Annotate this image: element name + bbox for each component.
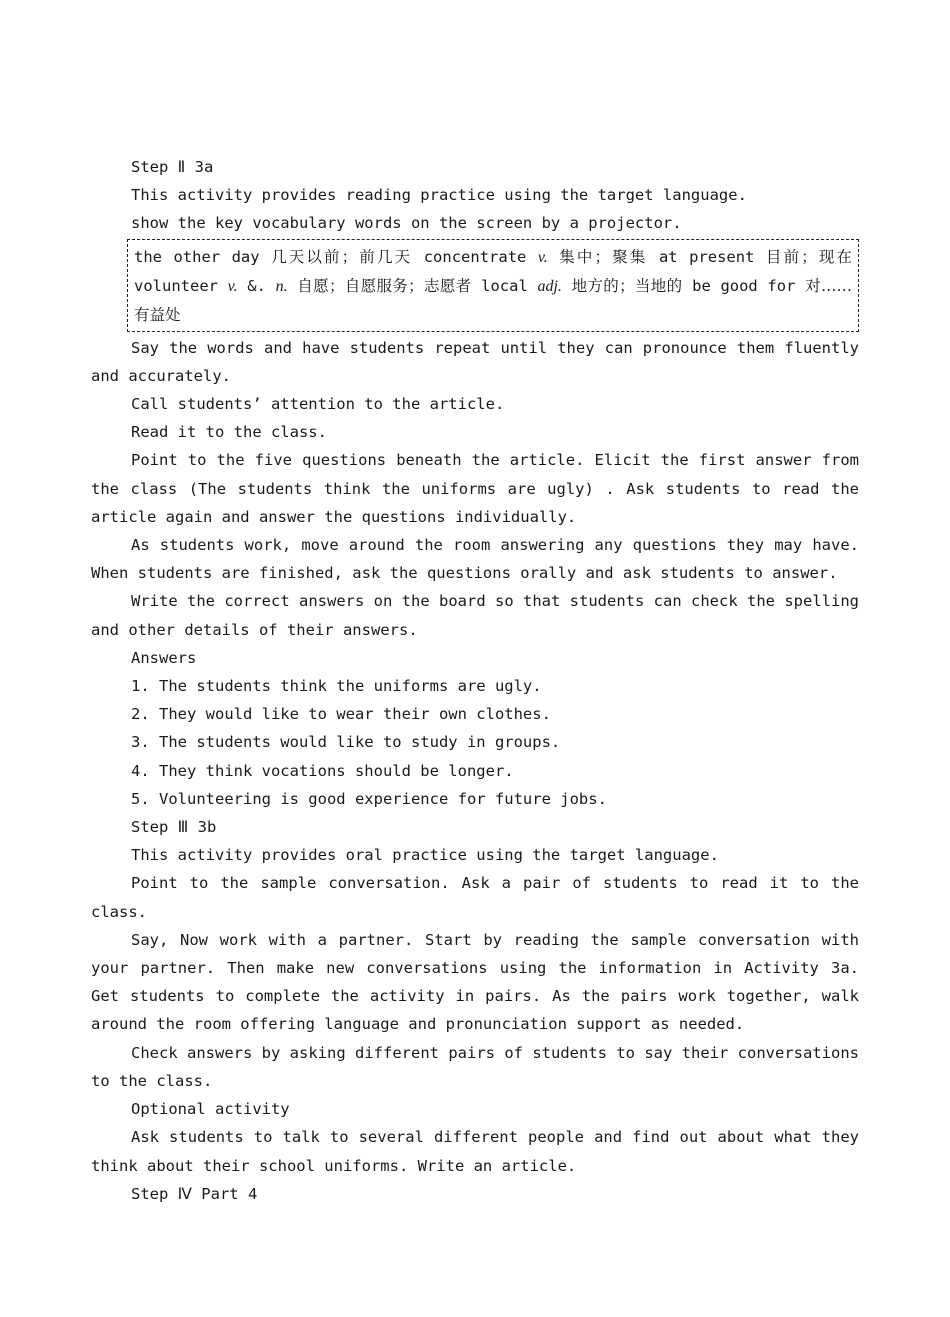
answer-item: 4. They think vocations should be longer. [131,761,514,780]
paragraph-check-answers: Check answers by asking different pairs of students to say their conversations to the class. [91,1043,859,1090]
paragraph-call-attention: Call students’ attention to the article. [131,395,505,414]
step3-intro: This activity provides oral practice using the target language. [131,846,719,865]
paragraph-point-sample: Point to the sample conversation. Ask a pair of students to read it to the class. [91,874,859,921]
vocab-word: concentrate [423,247,527,266]
vocab-pos: v. [537,248,548,266]
vocab-pos-separator: &. [247,276,266,295]
vocab-meaning: 几天以前；前几天 [271,247,413,266]
answer-item: 3. The students would like to study in groups. [131,733,561,752]
vocab-meaning: 地方的；当地的 [571,276,683,295]
paragraph-say-partner: Say, Now work with a partner. Start by reading the sample conversation with your partner. Then make new conversations using the information in Activity 3a. Get students to complete the activity in pairs. As the pairs work together, walk around the room offering language and pronunciation support as needed. [91,930,859,1034]
step2-intro: This activity provides reading practice using the target language. [131,186,747,205]
vocabulary-box [127,239,859,332]
vocab-pos: n. [275,277,288,295]
paragraph-point-questions: Point to the five questions beneath the article. Elicit the first answer from the class (The students think the uniforms are ugly) . Ask students to read the article again and answer the questions individually. [91,451,859,526]
step4-heading: Step Ⅳ Part 4 [131,1184,258,1203]
vocab-meaning: 自愿；自愿服务；志愿者 [297,276,472,295]
answer-item: 1. The students think the uniforms are ugly. [131,677,542,696]
paragraph-read-it: Read it to the class. [131,423,327,442]
paragraph-optional-activity: Ask students to talk to several different people and find out about what they think about their school uniforms. Write an article. [91,1128,859,1175]
vocab-meaning: 目前；现在 [765,247,852,266]
paragraph-as-students-work: As students work, move around the room answering any questions they may have. When students are finished, ask the questions orally and ask students to answer. [91,536,859,583]
vocab-word: be good for [692,276,796,295]
document-page [91,153,859,1208]
vocab-pos: v. [227,277,238,295]
step3-heading: Step Ⅲ 3b [131,818,217,837]
answer-item: 5. Volunteering is good experience for future jobs. [131,789,607,808]
step2-show-vocab: show the key vocabulary words on the screen by a projector. [131,214,682,233]
step2-heading: Step Ⅱ 3a [131,158,214,176]
vocab-meaning: 对……有益处 [134,276,852,324]
answer-item: 2. They would like to wear their own clothes. [131,705,551,724]
optional-activity-label: Optional activity [131,1100,290,1119]
answers-label: Answers [131,648,197,667]
vocab-pos: adj. [537,277,562,295]
paragraph-say-words: Say the words and have students repeat until they can pronounce them fluently and accurately. [91,338,859,385]
vocab-word: local [481,276,528,295]
vocab-meaning: 集中；聚集 [559,247,648,266]
vocab-word: at present [658,247,755,266]
paragraph-write-answers: Write the correct answers on the board so that students can check the spelling and other details of their answers. [91,592,859,639]
vocab-word: the other day [134,247,260,266]
vocab-word: volunteer [134,276,218,295]
